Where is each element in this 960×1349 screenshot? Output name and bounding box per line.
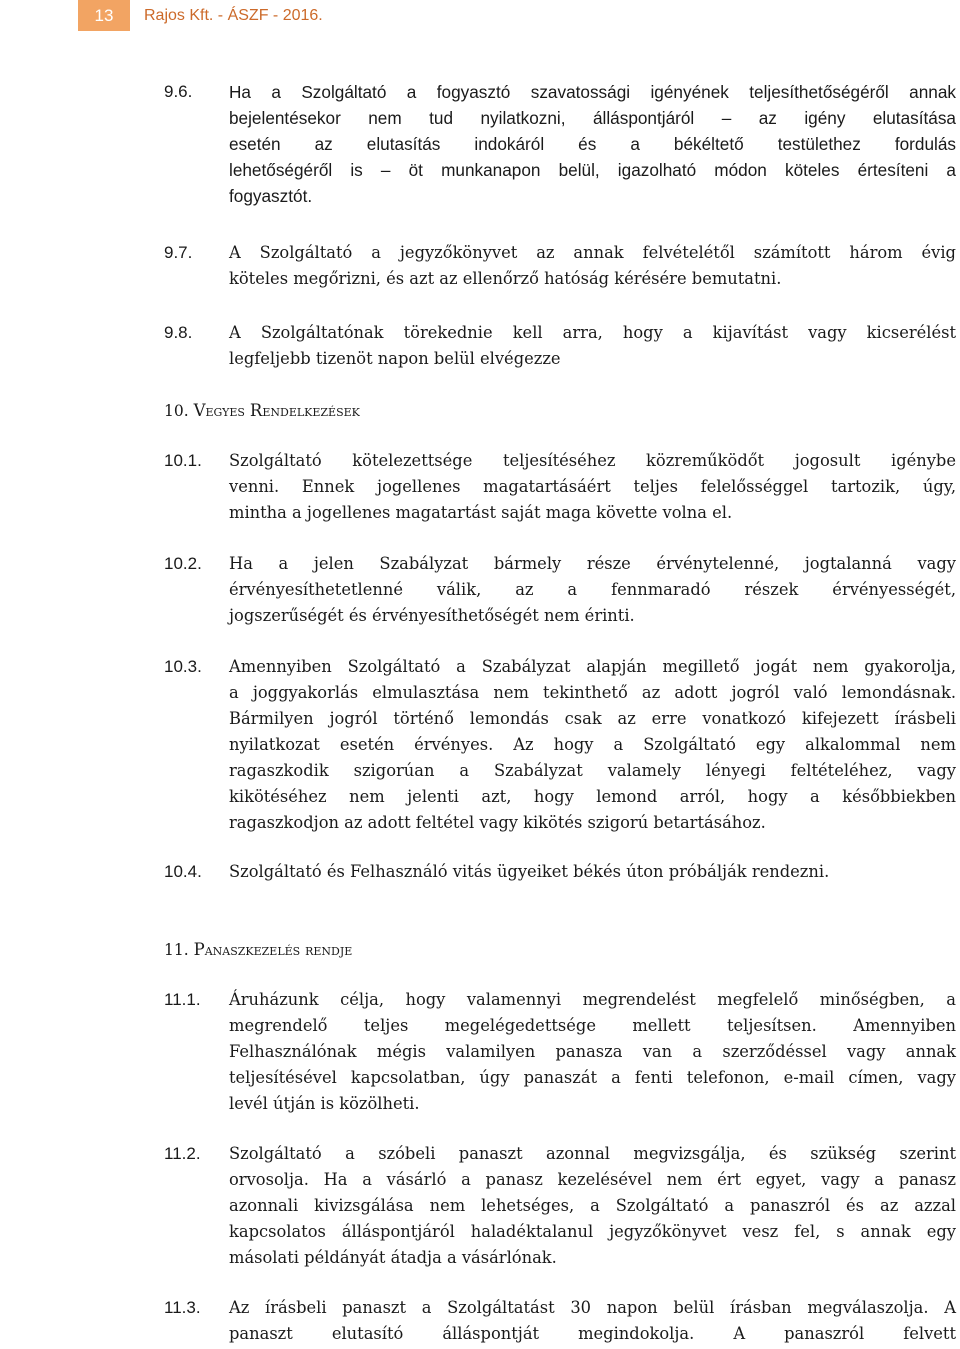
text-line: kikötéséhez nem jelenti azt, hogy lemond arról, hogy a későbbiekben (229, 787, 956, 806)
heading-number: 11. (164, 941, 189, 959)
text-line: legfeljebb tizenöt napon belül elvégezze (229, 349, 561, 368)
text-line: A Szolgáltató a jegyzőkönyvet az annak felvételétől számított három évig (229, 243, 956, 262)
text-line: lehetőségéről is – öt munkanapon belül, igazolható módon köteles értesíteni a (229, 160, 956, 180)
clause-number: 11.3. (164, 1298, 201, 1317)
text-line: Bármilyen jogról történő lemondás csak az erre vonatkozó kifejezett írásbeli (229, 709, 956, 728)
clause-text (229, 987, 956, 1117)
clause-text (229, 240, 956, 292)
text-line: Ha a Szolgáltató a fogyasztó szavatossági igényének teljesíthetőségéről annak (229, 82, 956, 102)
section-heading-11: 11. Panaszkezelés rendje (164, 940, 353, 959)
clause-text (229, 448, 956, 526)
clause-text (229, 654, 956, 836)
clause-number: 10.1. (164, 451, 202, 470)
clause-number: 11.1. (164, 990, 201, 1009)
text-line: Szolgáltató kötelezettsége teljesítéséhez közreműködőt jogosult igénybe (229, 451, 956, 470)
text-line: megrendelő teljes megelégedettsége mellett teljesítsen. Amennyiben (229, 1016, 956, 1035)
text-line: nyilatkozat esetén érvényes. Az hogy a Szolgáltató egy alkalommal nem (229, 735, 956, 754)
text-line: esetén az elutasítás indokáról és a békéltető testülethez fordulás (229, 134, 956, 154)
clause-number: 9.7. (164, 243, 193, 262)
page-number-badge: 13 (78, 0, 130, 31)
text-line: azonnali kivizsgálása nem lehetséges, a Szolgáltató a panaszról és az azzal (229, 1196, 956, 1215)
text-line: érvényesíthetetlenné válik, az a fennmaradó részek érvényességét, (229, 580, 956, 599)
text-line: bejelentésekor nem tud nyilatkozni, álláspontjáról – az igény elutasítása (229, 108, 956, 128)
clause-number: 11.2. (164, 1144, 201, 1163)
text-line: fogyasztót. (229, 186, 313, 206)
text-line: ragaszkodjon az adott feltétel vagy kikötés szigorú betartásához. (229, 813, 766, 832)
text-line: Felhasználónak mégis valamilyen panasza van a szerződéssel vagy annak (229, 1042, 956, 1061)
text-line: jogszerűségét és érvényesíthetőségét nem érinti. (229, 606, 635, 625)
text-line: Áruházunk célja, hogy valamennyi megrendelést megfelelő minőségben, a (229, 990, 956, 1009)
clause-number: 9.8. (164, 323, 193, 342)
text-line: kapcsolatos álláspontjáról haladéktalanul jegyzőkönyvet vesz fel, s annak egy (229, 1222, 956, 1241)
text-line: Szolgáltató és Felhasználó vitás ügyeiket békés úton próbálják rendezni. (229, 862, 830, 881)
document-header-title: Rajos Kft. - ÁSZF - 2016. (144, 7, 323, 24)
text-line: ragaszkodik szigorúan a Szabályzat valamely lényegi feltételéhez, vagy (229, 761, 956, 780)
text-line: Az írásbeli panaszt a Szolgáltatást 30 napon belül írásban megválaszolja. A (229, 1298, 956, 1317)
clause-text (229, 320, 956, 372)
text-line: venni. Ennek jogellenes magatartásáért teljes felelősséggel tartozik, úgy, (229, 477, 956, 496)
text-line: teljesítésével kapcsolatban, úgy panaszát a fenti telefonon, e-mail címen, vagy (229, 1068, 956, 1087)
clause-text (229, 1141, 956, 1271)
clause-text (229, 79, 956, 209)
text-line: Amennyiben Szolgáltató a Szabályzat alapján megillető jogát nem gyakorolja, (229, 657, 956, 676)
text-line: másolati példányát átadja a vásárlónak. (229, 1248, 557, 1267)
clause-text (229, 1295, 956, 1347)
text-line: köteles megőrizni, és azt az ellenőrző hatóság kérésére bemutatni. (229, 269, 782, 288)
page-header (0, 0, 960, 31)
text-line: Ha a jelen Szabályzat bármely része érvénytelenné, jogtalanná vagy (229, 554, 956, 573)
text-line: panaszt elutasító álláspontját megindokolja. A panaszról felvett (229, 1324, 956, 1343)
text-line: levél útján is közölheti. (229, 1094, 420, 1113)
text-line: mintha a jogellenes magatartást saját maga követte volna el. (229, 503, 733, 522)
clause-text (229, 551, 956, 629)
clause-number: 10.4. (164, 862, 202, 881)
text-line: a joggyakorlás elmulasztása nem tekinthető az adott jogról való lemondásnak. (229, 683, 956, 702)
text-line: A Szolgáltatónak törekednie kell arra, hogy a kijavítást vagy kicserélést (229, 323, 956, 342)
clause-text (229, 859, 956, 885)
text-line: Szolgáltató a szóbeli panaszt azonnal megvizsgálja, és szükség szerint (229, 1144, 956, 1163)
heading-number: 10. (164, 402, 189, 420)
clause-number: 10.3. (164, 657, 202, 676)
clause-number: 9.6. (164, 82, 193, 101)
clause-number: 10.2. (164, 554, 202, 573)
text-line: orvosolja. Ha a vásárló a panasz kezelésével nem ért egyet, vagy a panasz (229, 1170, 956, 1189)
section-heading-10: 10. Vegyes Rendelkezések (164, 401, 360, 420)
